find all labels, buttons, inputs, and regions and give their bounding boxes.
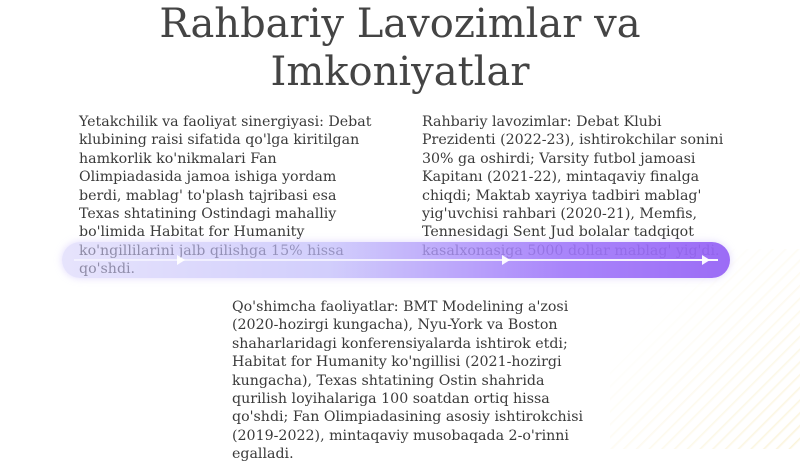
page-title (0, 0, 800, 96)
decorative-corner-pattern (610, 249, 800, 449)
arrow-right-icon (702, 255, 710, 265)
leadership-synergy-text: Yetakchilik va faoliyat sinergiyasi: Debat klubining raisi sifatida qo'lga kiritilgan hamkorlik ko'nikmalari Fan Olimpiadasida jamoa ishiga yordam berdi, mablag' to'plash tajribasi esa Texas shtatining Ostindagi mahalliy bo'limida Habitat for Humanity (79, 114, 372, 241)
timeline-bar (62, 242, 730, 278)
arrow-right-icon (177, 255, 185, 265)
page-title-line-2: Imkoniyatlar (270, 49, 530, 95)
timeline-line (74, 259, 718, 261)
arrow-right-icon (502, 255, 510, 265)
leadership-positions-text: Rahbariy lavozimlar: Debat Klubi Prezidenti (2022-23), ishtirokchilar sonini 30% ga oshirdi; Varsity futbol jamoasi Kapitanı (2021-22), mintaqaviy finalga chiqdi; Maktab xayriya tadbiri mablag' yig'uvchisi rahbari (2020-21), Memfis, Tennesidagi Sent Jud bolalar tadqiqot (422, 114, 724, 241)
additional-activities-text: Qo'shimcha faoliyatlar: BMT Modelining a'zosi (2020-hozirgi kungacha), Nyu-York va Boston shaharlaridagi konferensiyalarda ishtirok etdi; Habitat for Humanity ko'ngillisi (2021-hozirgi kungacha), Texas shtatining Ostin shahrida qurilish loyihalariga 100 soatdan ortiq hissa qo'shdi; Fan Olimpiadasining asosiy ishtirokchisi (2019-2022), mintaqaviy musobaqada 2-o'rinni egalladi. (232, 299, 584, 463)
page-title-line-1: Rahbariy Lavozimlar va (159, 1, 641, 47)
